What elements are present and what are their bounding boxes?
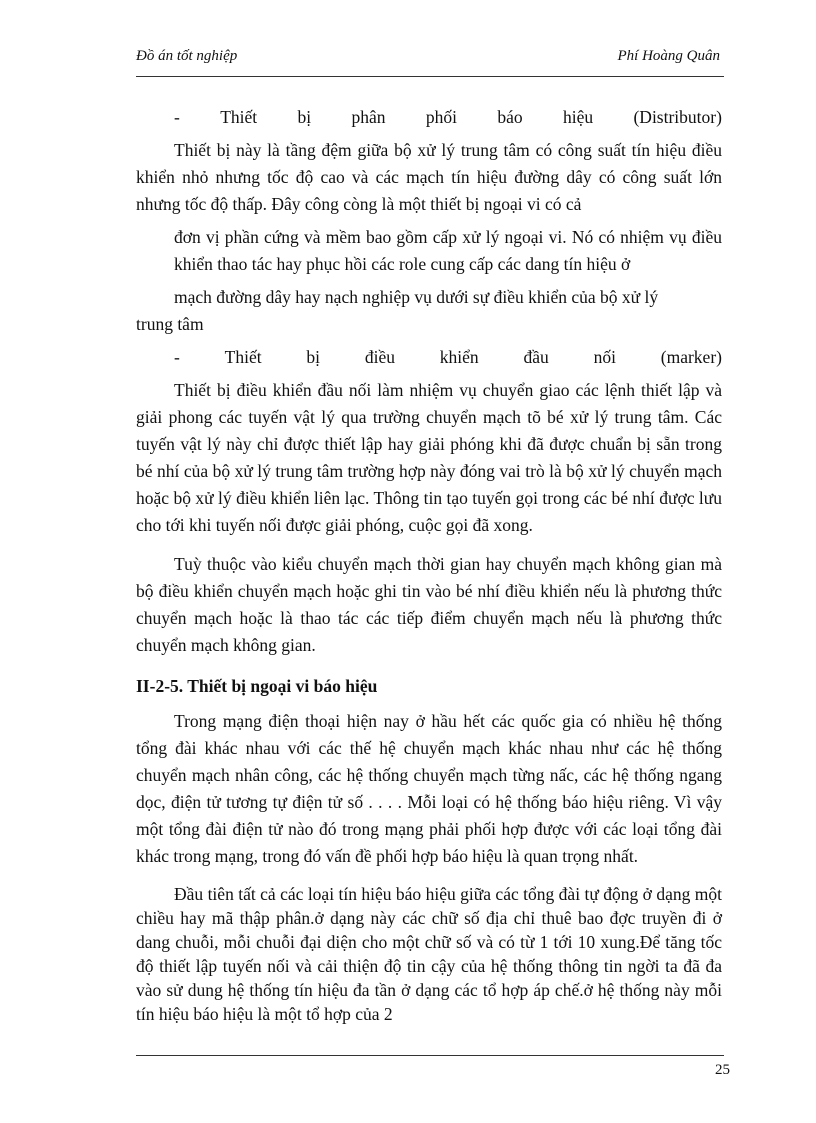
paragraph-distributor-2: đơn vị phần cứng và mềm bao gồm cấp xử lý ngoại vi. Nó có nhiệm vụ điều khiển thao tác hay phục hồi các role cung cấp các dang tín hiệu ở — [174, 227, 722, 274]
distributor-item — [136, 104, 722, 131]
page-number: 25 — [715, 1062, 730, 1078]
header-left-title: Đồ án tốt nghiệp — [136, 48, 238, 64]
bullet-dash: - — [174, 347, 180, 367]
item-word: nối — [593, 347, 616, 367]
paragraph-distributor-3b: trung tâm — [136, 314, 204, 334]
paragraph-signaling-history: Đầu tiên tất cả các loại tín hiệu báo hiệu giữa các tổng đài tự động ở dạng một chiều hay mã thập phân.ở dạng này các chữ số địa chỉ thuê bao đợc truyền đi ở dang chuỗi, mỗi chuỗi đại diện cho một chữ số và có từ 1 tới 10 xung.Để tăng tốc độ thiết lập tuyến nối và cải thiện độ tin cậy của hệ thống thông tin ngời ta đã đa vào sử dung hệ thống tín hiệu đa tần ở dạng các tổ hợp áp chế.ở hệ thống này mỗi tín hiệu báo hiệu là một tổ hợp của 2 — [136, 884, 722, 1024]
footer-rule — [136, 1055, 724, 1056]
section-heading: II-2-5. Thiết bị ngoại vi báo hiệu — [136, 676, 378, 696]
paragraph-signaling-intro: Trong mạng điện thoại hiện nay ở hầu hết các quốc gia có nhiều hệ thống tổng đài khác nhau với các thế hệ chuyển mạch khác nhau như các hệ thống chuyển mạch nhân công, các hệ thống chuyển mạch từng nấc, các hệ thống ngang dọc, điện tử tương tự điện tử số . . . . Mỗi loại có hệ thống báo hiệu riêng. Vì vậy một tổng đài điện tử nào đó trong mạng phải phối hợp được với các loại tổng đài khác trong mạng, trong đó vấn đề phối hợp báo hiệu là quan trọng nhất. — [136, 711, 722, 866]
item-word: bị — [306, 347, 321, 367]
marker-item — [136, 344, 722, 371]
item-word: khiển — [439, 347, 479, 367]
page-body — [136, 104, 722, 1026]
item-word: phân — [351, 107, 386, 127]
item-word: (marker) — [660, 347, 722, 367]
item-word: bị — [297, 107, 312, 127]
header-right-author: Phí Hoàng Quân — [617, 48, 720, 64]
item-word: Thiết — [220, 107, 258, 127]
paragraph-marker: Thiết bị điều khiển đầu nối làm nhiệm vụ chuyển giao các lệnh thiết lập và giải phong các tuyến vật lý qua trường chuyển mạch tõ bé xử lý trung tâm. Các tuyến vật lý này chỉ được thiết lập hay giải phóng khi đã được chuẩn bị sẵn trong bé nhí của bộ xử lý trung tâm trường hợp này đóng vai trò là bộ xử lý chuyển mạch hoặc bộ xử lý điều khiển liên lạc. Thông tin tạo tuyến gọi trong các bé nhí được lưu cho tới khi tuyến nối được giải phóng, cuộc gọi đã xong. — [136, 380, 722, 535]
bullet-dash: - — [174, 107, 180, 127]
item-word: (Distributor) — [633, 107, 722, 127]
header-rule — [136, 76, 724, 77]
item-word: hiệu — [562, 107, 594, 127]
item-word: đầu — [523, 347, 549, 367]
paragraph-distributor-3a: mạch đường dây hay nạch nghiệp vụ dưới sự điều khiển của bộ xử lý — [174, 287, 659, 307]
item-word: phối — [425, 107, 457, 127]
item-word: báo — [497, 107, 523, 127]
item-word: điều — [364, 347, 395, 367]
paragraph-switching: Tuỳ thuộc vào kiểu chuyển mạch thời gian hay chuyển mạch không gian mà bộ điều khiển chuyển mạch hoặc ghi tin vào bé nhí điều khiển nếu là phương thức chuyển mạch hoặc là thao tác các tiếp điểm chuyển mạch nếu là phương thức chuyển mạch không gian. — [136, 554, 722, 655]
item-word: Thiết — [224, 347, 262, 367]
paragraph-distributor-1: Thiết bị này là tầng đệm giữa bộ xử lý trung tâm có công suất tín hiệu điều khiển nhỏ nhưng tốc độ cao và các mạch tín hiệu đường dây có công suất lớn nhưng tốc độ thấp. Đây công còng là một thiết bị ngoại vi có cả — [136, 140, 722, 214]
